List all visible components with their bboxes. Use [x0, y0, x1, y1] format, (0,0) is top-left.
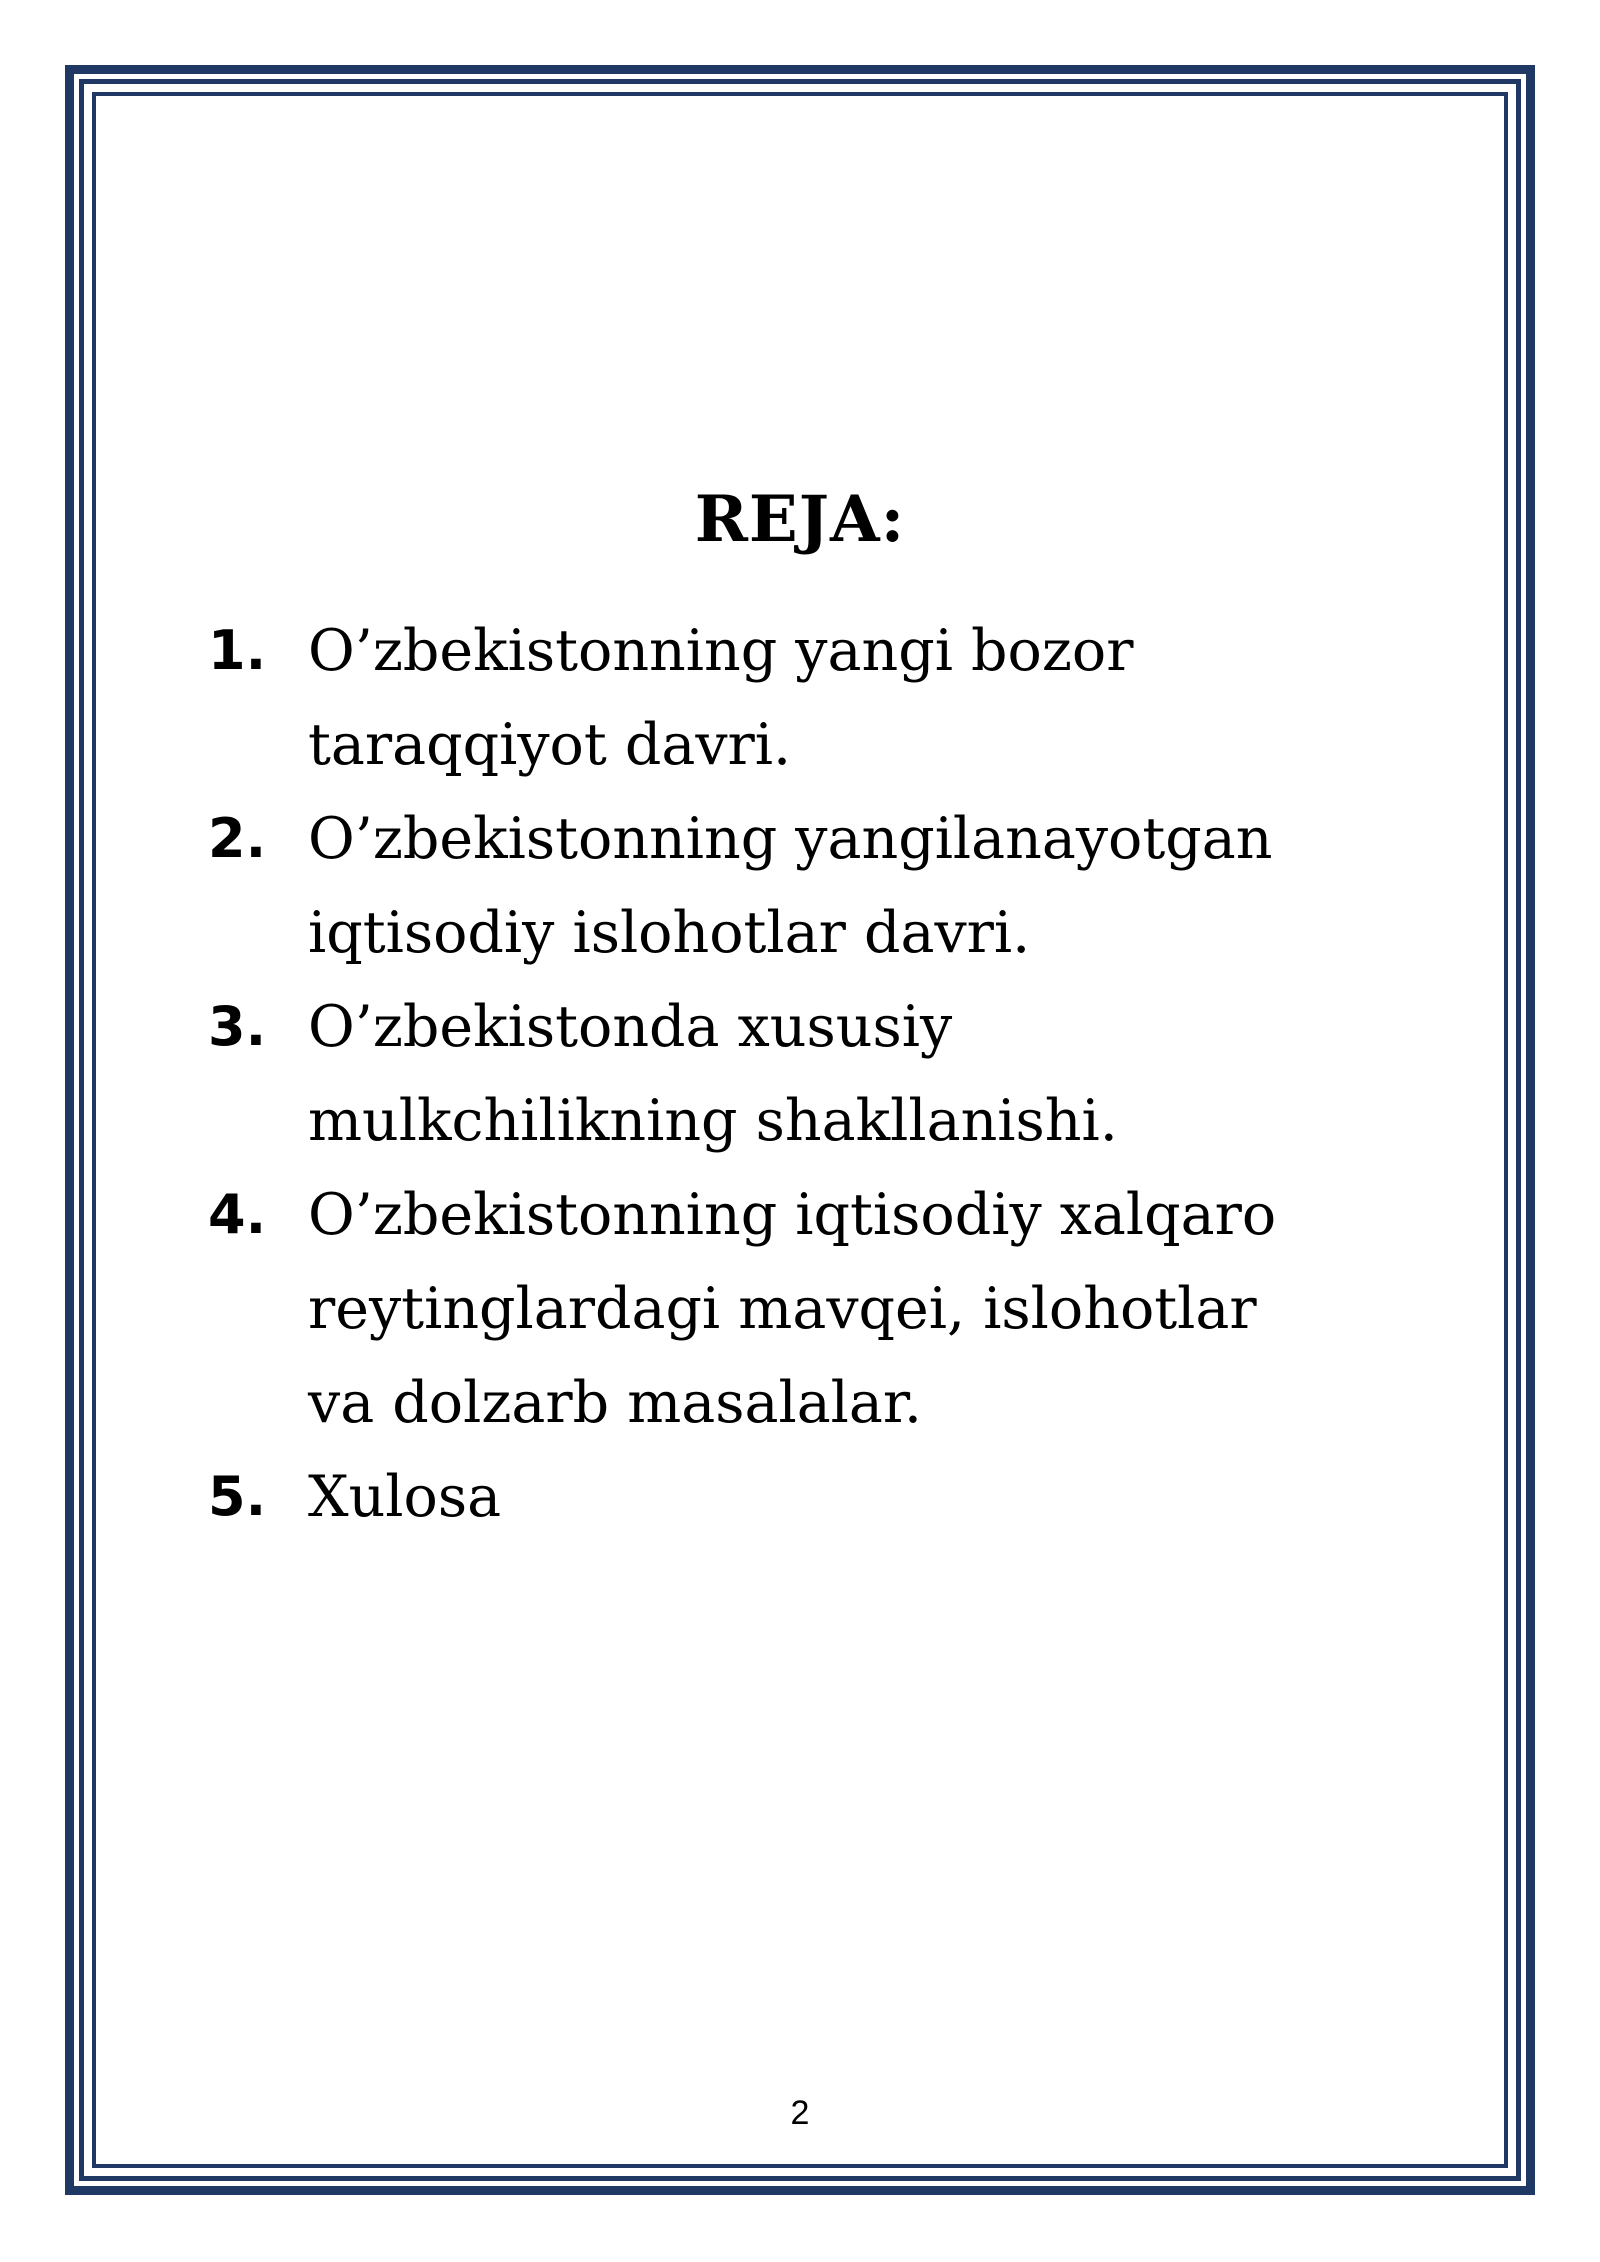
- page-title: REJA:: [694, 482, 906, 557]
- plan-item-text: O’zbekistonning yangi bozor taraqqiyot davri.: [308, 618, 1134, 778]
- plan-item-number: 4.: [208, 1183, 267, 1246]
- plan-item-4: [208, 1168, 1478, 1450]
- plan-item-number: 3.: [208, 995, 267, 1058]
- plan-item-text: O’zbekistonda xususiy mulkchilikning shakllanishi.: [308, 994, 1118, 1154]
- plan-item-5: [208, 1450, 1478, 1544]
- plan-item-1: [208, 604, 1478, 792]
- plan-item-3: [208, 980, 1478, 1168]
- plan-item-number: 1.: [208, 619, 267, 682]
- plan-item-number: 2.: [208, 807, 267, 870]
- plan-item-text: O’zbekistonning iqtisodiy xalqaro reytinglardagi mavqei, islohotlar va dolzarb masalalar.: [308, 1182, 1277, 1436]
- plan-item-text: O’zbekistonning yangilanayotgan iqtisodiy islohotlar davri.: [308, 806, 1273, 966]
- page-number: 2: [790, 2094, 810, 2132]
- plan-item-2: [208, 792, 1478, 980]
- plan-item-number: 5.: [208, 1465, 267, 1528]
- plan-item-text: Xulosa: [308, 1464, 502, 1530]
- plan-list: [208, 604, 1478, 1544]
